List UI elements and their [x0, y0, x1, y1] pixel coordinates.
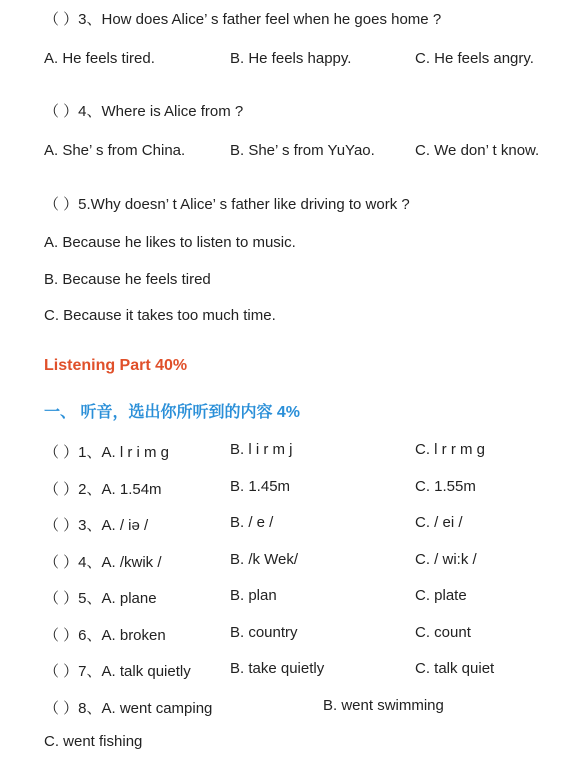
listening-item-2-a: （ ）2、A. 1.54m — [44, 481, 162, 498]
listening-item-1-c: C. l r r m g — [415, 441, 485, 458]
listening-item-3-c: C. / ei / — [415, 514, 463, 531]
listening-item-2-c: C. 1.55m — [415, 478, 476, 495]
q5-option-c: C. Because it takes too much time. — [44, 307, 276, 324]
listening-item-1-a: （ ）1、A. l r i m g — [44, 444, 170, 461]
listening-item-8-b: B. went swimming — [323, 697, 444, 714]
listening-item-6-c: C. count — [415, 624, 471, 641]
listening-item-7-a: （ ）7、A. talk quietly — [44, 663, 191, 680]
question-4-stem: （ ）4、Where is Alice from ? — [44, 103, 244, 120]
q5-option-b: B. Because he feels tired — [44, 271, 211, 288]
q4-option-b: B. She’ s from YuYao. — [230, 142, 375, 159]
listening-item-5-a: （ ）5、A. plane — [44, 590, 157, 607]
listening-item-8-c: C. went fishing — [44, 733, 143, 750]
listening-item-3-b: B. / e / — [230, 514, 274, 531]
listening-item-6-b: B. country — [230, 624, 298, 641]
listening-item-5-b: B. plan — [230, 587, 277, 604]
q4-option-a: A. She’ s from China. — [44, 142, 186, 159]
listening-item-8-a: （ ）8、A. went camping — [44, 700, 213, 717]
listening-item-3-a: （ ）3、A. / iə / — [44, 517, 149, 534]
listening-item-7-b: B. take quietly — [230, 660, 325, 677]
listening-item-5-c: C. plate — [415, 587, 467, 604]
question-3-stem: （ ）3、How does Alice’ s father feel when he goes home ? — [44, 11, 442, 28]
listening-item-7-c: C. talk quiet — [415, 660, 495, 677]
listening-part-heading: Listening Part 40% — [44, 357, 188, 374]
listening-item-6-a: （ ）6、A. broken — [44, 627, 166, 644]
q4-option-c: C. We don’ t know. — [415, 142, 540, 159]
listening-item-2-b: B. 1.45m — [230, 478, 291, 495]
listening-item-4-c: C. / wi:k / — [415, 551, 477, 568]
listening-item-4-a: （ ）4、A. /kwik / — [44, 554, 162, 571]
q3-option-c: C. He feels angry. — [415, 50, 534, 67]
listening-item-1-b: B. l i r m j — [230, 441, 293, 458]
listening-item-4-b: B. /k Wek/ — [230, 551, 299, 568]
question-5-stem: （ ）5.Why doesn’ t Alice’ s father like driving to work ? — [44, 196, 410, 213]
q5-option-a: A. Because he likes to listen to music. — [44, 234, 296, 251]
section-1-heading: 一、 听音，选出你所听到的内容 4% — [44, 404, 301, 421]
q3-option-b: B. He feels happy. — [230, 50, 352, 67]
q3-option-a: A. He feels tired. — [44, 50, 155, 67]
